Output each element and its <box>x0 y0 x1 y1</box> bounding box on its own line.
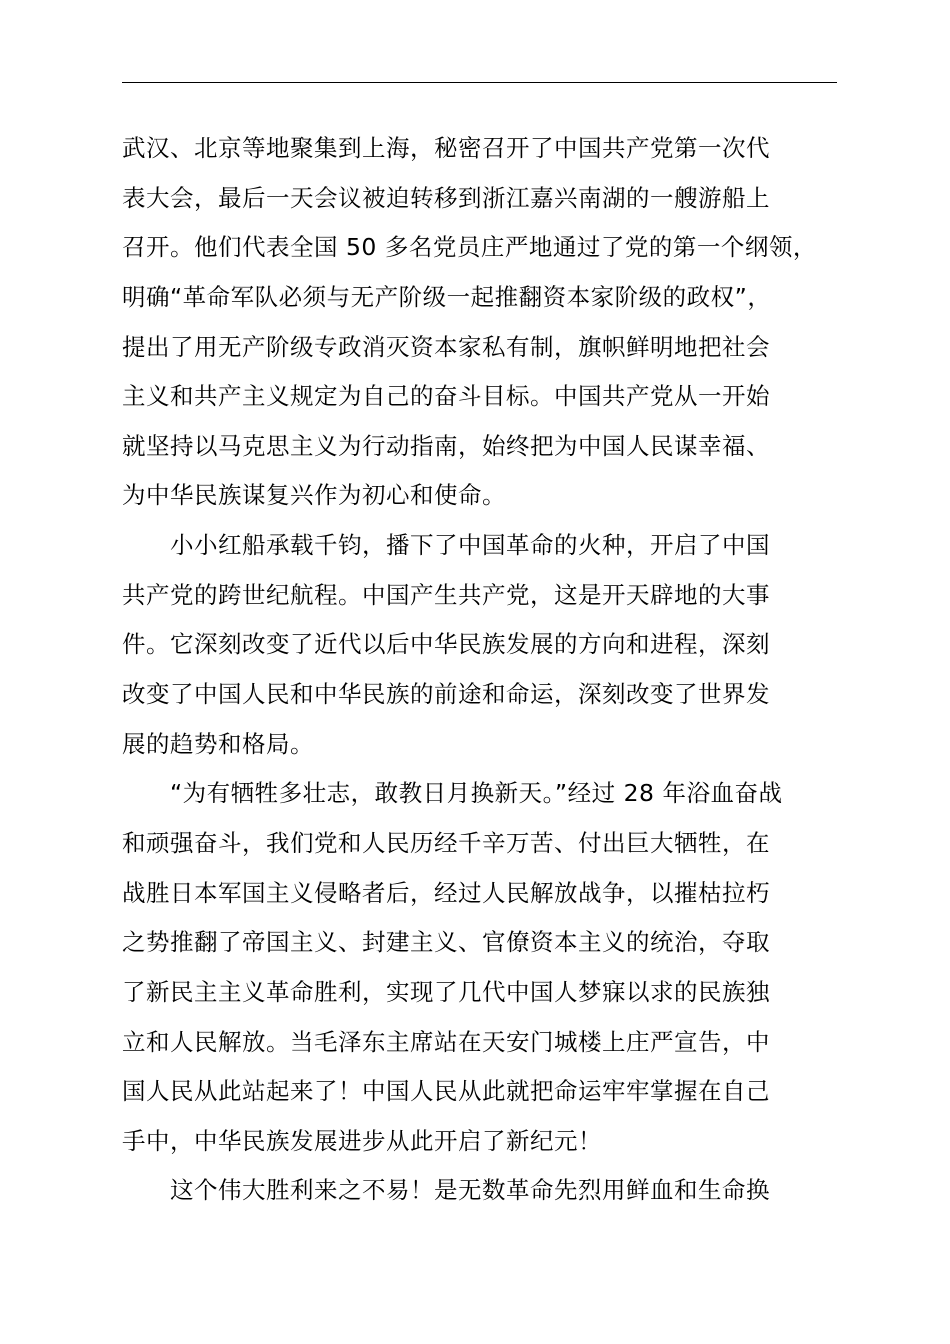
text-line: 召开。他们代表全国 50 多名党员庄严地通过了党的第一个纲领， <box>122 233 817 262</box>
text-line: “为有牺牲多壮志，敢教日月换新天。”经过 28 年浴血奋战 <box>170 779 783 808</box>
text-line: 这个伟大胜利来之不易！是无数革命先烈用鲜血和生命换 <box>170 1176 770 1205</box>
text-line: 共产党的跨世纪航程。中国产生共产党，这是开天辟地的大事 <box>122 580 770 609</box>
text-line: 展的趋势和格局。 <box>122 729 314 758</box>
text-line: 国人民从此站起来了！中国人民从此就把命运牢牢掌握在自己 <box>122 1077 770 1106</box>
text-line: 明确“革命军队必须与无产阶级一起推翻资本家阶级的政权”， <box>122 282 772 311</box>
text-line: 了新民主主义革命胜利，实现了几代中国人梦寐以求的民族独 <box>122 977 770 1006</box>
text-line: 之势推翻了帝国主义、封建主义、官僚资本主义的统治，夺取 <box>122 928 770 957</box>
text-line: 提出了用无产阶级专政消灭资本家私有制，旗帜鲜明地把社会 <box>122 332 770 361</box>
text-line: 为中华民族谋复兴作为初心和使命。 <box>122 481 506 510</box>
text-line: 主义和共产主义规定为自己的奋斗目标。中国共产党从一开始 <box>122 382 770 411</box>
text-line: 武汉、北京等地聚集到上海，秘密召开了中国共产党第一次代 <box>122 134 770 162</box>
text-line: 就坚持以马克思主义为行动指南，始终把为中国人民谋幸福、 <box>122 431 770 460</box>
paragraph-2 <box>122 521 837 769</box>
text-line: 件。它深刻改变了近代以后中华民族发展的方向和进程，深刻 <box>122 630 770 659</box>
text-line: 手中，中华民族发展进步从此开启了新纪元！ <box>122 1126 602 1155</box>
text-line: 小小红船承载千钧，播下了中国革命的火种，开启了中国 <box>170 531 770 560</box>
document-body <box>122 124 837 1216</box>
paragraph-1 <box>122 124 837 521</box>
text-line: 战胜日本军国主义侵略者后，经过人民解放战争，以摧枯拉朽 <box>122 878 770 907</box>
header-rule <box>122 82 837 83</box>
paragraph-3 <box>122 769 837 1166</box>
text-line: 改变了中国人民和中华民族的前途和命运，深刻改变了世界发 <box>122 680 770 709</box>
text-line: 表大会，最后一天会议被迫转移到浙江嘉兴南湖的一艘游船上 <box>122 183 770 212</box>
paragraph-4 <box>122 1166 837 1216</box>
text-line: 和顽强奋斗，我们党和人民历经千辛万苦、付出巨大牺牲，在 <box>122 828 770 857</box>
text-line: 立和人民解放。当毛泽东主席站在天安门城楼上庄严宣告，中 <box>122 1027 770 1056</box>
